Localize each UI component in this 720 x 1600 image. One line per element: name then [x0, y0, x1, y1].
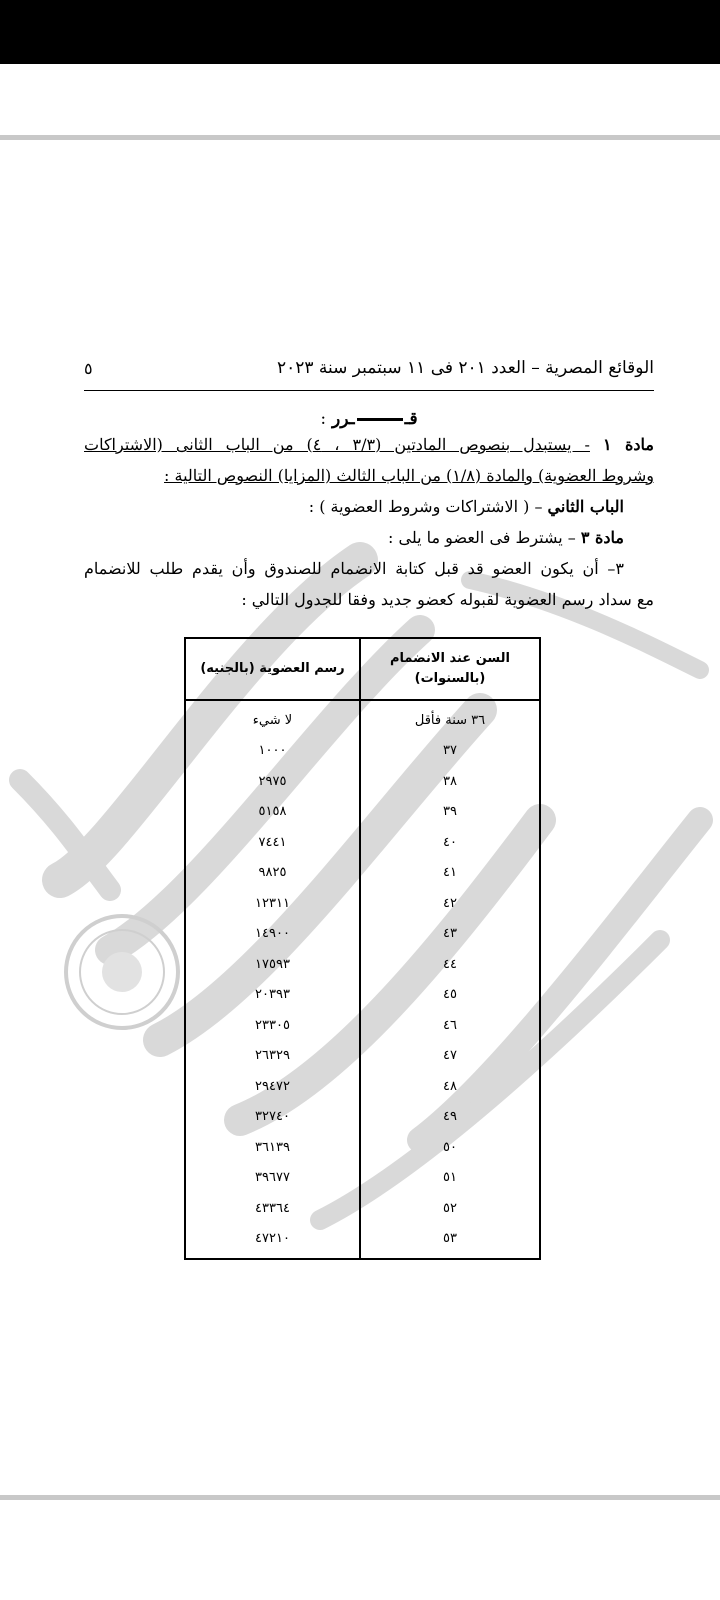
age-cell: ٣٩ — [360, 797, 540, 828]
age-cell: ٣٧ — [360, 736, 540, 767]
table-row — [185, 1071, 540, 1102]
article-1-line-2: وشروط العضوية) والمادة (١/٨) من الباب الثالث (المزايا) النصوص التالية : — [164, 466, 654, 485]
header-rule — [84, 390, 654, 391]
age-cell: ٤٩ — [360, 1102, 540, 1133]
age-cell: ٤٣ — [360, 919, 540, 950]
table-row — [185, 766, 540, 797]
page-number: ٥ — [84, 358, 93, 378]
table-row — [185, 797, 540, 828]
clause-line-1: ٣– أن يكون العضو قد قبل كتابة الانضمام للصندوق وأن يقدم طلب للانضمام — [84, 559, 624, 578]
table-row — [185, 1010, 540, 1041]
fee-cell: ٣٩٦٧٧ — [185, 1163, 360, 1194]
table-row — [185, 949, 540, 980]
gazette-page — [84, 350, 654, 615]
fee-cell: ٤٣٣٦٤ — [185, 1193, 360, 1224]
age-cell: ٥٣ — [360, 1224, 540, 1260]
fee-cell: ٧٤٤١ — [185, 827, 360, 858]
table-row — [185, 919, 540, 950]
fee-cell: ٢٠٣٩٣ — [185, 980, 360, 1011]
age-cell: ٤٢ — [360, 888, 540, 919]
viewer-divider-top — [0, 135, 720, 140]
fee-cell: ١٠٠٠ — [185, 736, 360, 767]
gazette-title: الوقائع المصرية – العدد ٢٠١ فى ١١ سبتمبر سنة ٢٠٢٣ — [276, 358, 654, 378]
age-cell: ٥١ — [360, 1163, 540, 1194]
article-3-line: مادة ٣ – يشترط فى العضو ما يلى : — [388, 528, 624, 547]
table-row — [185, 700, 540, 736]
fee-cell: ٢٩٧٥ — [185, 766, 360, 797]
age-cell: ٤٥ — [360, 980, 540, 1011]
fee-cell: ٩٨٢٥ — [185, 858, 360, 889]
viewer-divider-bottom — [0, 1495, 720, 1500]
fee-cell: ٢٦٣٢٩ — [185, 1041, 360, 1072]
article-1-line-1: مادة ١ - يستبدل بنصوص المادتين (٣/٣ ، ٤) من الباب الثانى (الاشتراكات — [84, 435, 654, 454]
membership-fee-table — [184, 637, 541, 1260]
table-row — [185, 827, 540, 858]
article-3-label: مادة ٣ — [580, 528, 624, 547]
table-row — [185, 1193, 540, 1224]
age-cell: ٤٧ — [360, 1041, 540, 1072]
table-row — [185, 1041, 540, 1072]
status-bar — [0, 0, 720, 64]
age-cell: ٣٨ — [360, 766, 540, 797]
age-cell: ٣٦ سنة فأقل — [360, 700, 540, 736]
age-column-header: السن عند الانضمام (بالسنوات) — [360, 638, 540, 700]
table-row — [185, 1163, 540, 1194]
fee-column-header: رسم العضوية (بالجنيه) — [185, 638, 360, 700]
fee-cell: ٢٩٤٧٢ — [185, 1071, 360, 1102]
age-cell: ٥٠ — [360, 1132, 540, 1163]
age-cell: ٤٨ — [360, 1071, 540, 1102]
table-row — [185, 1132, 540, 1163]
table-header-row — [185, 638, 540, 700]
table-row — [185, 1224, 540, 1260]
fee-cell: ١٤٩٠٠ — [185, 919, 360, 950]
fee-cell: ٤٧٢١٠ — [185, 1224, 360, 1260]
table-row — [185, 1102, 540, 1133]
chapter-2-line: الباب الثاني – ( الاشتراكات وشروط العضوية ) : — [308, 497, 624, 516]
table-row — [185, 888, 540, 919]
table-row — [185, 736, 540, 767]
table-row — [185, 858, 540, 889]
age-cell: ٤١ — [360, 858, 540, 889]
decision-heading: قــرر : — [320, 409, 418, 429]
fee-cell: ٣٦١٣٩ — [185, 1132, 360, 1163]
fee-cell: ١٧٥٩٣ — [185, 949, 360, 980]
table-row — [185, 980, 540, 1011]
clause-line-2: مع سداد رسم العضوية لقبوله كعضو جديد وفقا للجدول التالي : — [241, 590, 654, 609]
fee-cell: ٣٢٧٤٠ — [185, 1102, 360, 1133]
fee-cell: لا شيء — [185, 700, 360, 736]
page-header — [84, 350, 654, 386]
age-cell: ٤٦ — [360, 1010, 540, 1041]
fee-cell: ٢٣٣٠٥ — [185, 1010, 360, 1041]
article-1-label: مادة ١ — [602, 435, 654, 454]
age-cell: ٥٢ — [360, 1193, 540, 1224]
fee-cell: ١٢٣١١ — [185, 888, 360, 919]
fee-cell: ٥١٥٨ — [185, 797, 360, 828]
chapter-2-label: الباب الثاني — [547, 497, 624, 516]
age-cell: ٤٤ — [360, 949, 540, 980]
age-cell: ٤٠ — [360, 827, 540, 858]
